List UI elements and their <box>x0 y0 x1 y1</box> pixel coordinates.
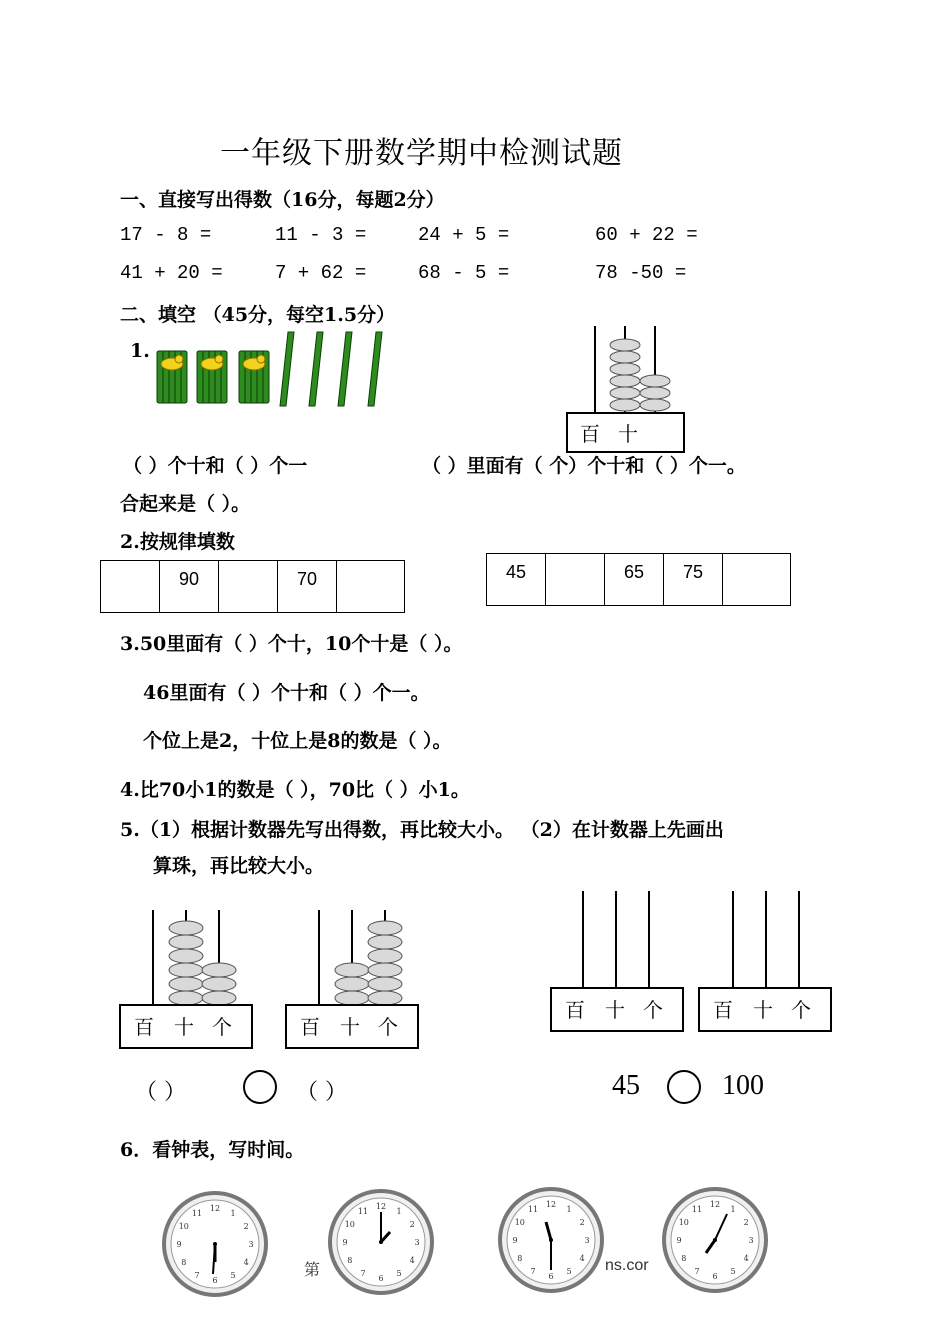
q3-line3: 个位上是2，十位上是8的数是（ ）。 <box>143 730 452 752</box>
q2-label: 2.按规律填数 <box>120 531 235 553</box>
clock-3-icon <box>496 1186 608 1296</box>
clock-1-icon <box>160 1190 272 1300</box>
clock-numeral: 4 <box>243 1258 249 1267</box>
clock-numeral: 9 <box>176 1240 182 1249</box>
counter-a-label-tens: 十 <box>174 1015 194 1039</box>
counter-b-label-hundreds: 百 <box>300 1015 320 1039</box>
clock-numeral: 8 <box>681 1254 687 1263</box>
arith-8: 78 -50 = <box>595 262 687 284</box>
clock-numeral: 10 <box>678 1218 689 1227</box>
arith-6: 7 + 62 = <box>275 262 367 284</box>
clock-numeral: 2 <box>743 1218 749 1227</box>
clock-numeral: 11 <box>527 1204 539 1214</box>
q6-label: 6．看钟表，写时间。 <box>120 1139 305 1161</box>
clock-numeral: 8 <box>181 1258 187 1267</box>
arith-3: 24 + 5 = <box>418 224 510 246</box>
arith-5: 41 + 20 = <box>120 262 223 284</box>
clock-numeral: 5 <box>566 1267 572 1277</box>
counter-d-label-hundreds: 百 <box>713 998 733 1022</box>
sticks-bundles-icon <box>152 326 392 410</box>
clock-numeral: 10 <box>344 1220 355 1229</box>
counter-d-label-ones: 个 <box>791 998 811 1022</box>
q5-line2: 算珠，再比较大小。 <box>153 855 325 877</box>
clock-numeral: 6 <box>212 1276 218 1285</box>
clock-numeral: 2 <box>579 1218 585 1227</box>
seq-left-cell-3[interactable] <box>218 560 278 613</box>
counter-a-label-hundreds: 百 <box>134 1015 154 1039</box>
clock-numeral: 3 <box>414 1238 420 1247</box>
clock-2-icon <box>326 1188 438 1298</box>
q1-line1-right: （ ）里面有（ 个）个十和（ ）个一。 <box>422 455 746 477</box>
counter-c-label-ones: 个 <box>643 998 663 1022</box>
clock-numeral: 2 <box>243 1222 249 1231</box>
clock-numeral: 5 <box>396 1269 402 1279</box>
q3-line2: 46里面有（ ）个十和（ ）个一。 <box>143 682 430 704</box>
clock-numeral: 5 <box>230 1271 236 1281</box>
clock-numeral: 6 <box>378 1274 384 1283</box>
seq-right-cell-3[interactable]: 65 <box>604 553 664 606</box>
counter-b <box>282 900 422 1052</box>
counter-q1-label-tens: 十 <box>618 422 638 446</box>
counter-b-label-ones: 个 <box>378 1015 398 1039</box>
clock-numeral: 11 <box>191 1208 203 1218</box>
clock-numeral: 12 <box>545 1200 557 1209</box>
clock-numeral: 3 <box>584 1236 590 1245</box>
clock-numeral: 7 <box>194 1271 200 1281</box>
compare-blank-left[interactable]: （ ） <box>135 1080 186 1105</box>
section1-heading: 一、直接写出得数（16分，每题2分） <box>120 189 445 211</box>
counter-a <box>116 900 256 1052</box>
clock-numeral: 9 <box>676 1236 682 1245</box>
clock-numeral: 7 <box>530 1267 536 1277</box>
counter-d[interactable] <box>696 888 836 1036</box>
seq-left-cell-2[interactable]: 90 <box>159 560 219 613</box>
clock-numeral: 6 <box>548 1272 554 1281</box>
page-title: 一年级下册数学期中检测试题 <box>220 136 623 171</box>
clock-numeral: 12 <box>209 1204 221 1213</box>
counter-q1-label-hundreds: 百 <box>580 422 600 446</box>
counter-c[interactable] <box>548 888 688 1036</box>
arith-2: 11 - 3 = <box>275 224 367 246</box>
compare-circle-1[interactable] <box>243 1070 277 1104</box>
compare-circle-2[interactable] <box>667 1070 701 1104</box>
clock-numeral: 1 <box>230 1208 236 1218</box>
clock-numeral: 4 <box>743 1254 749 1263</box>
counter-c-label-hundreds: 百 <box>565 998 585 1022</box>
clock-numeral: 9 <box>342 1238 348 1247</box>
clock-numeral: 8 <box>517 1254 523 1263</box>
counter-q1 <box>560 318 690 458</box>
section2-heading: 二、填空 （45分，每空1.5分） <box>120 304 396 326</box>
compare-blank-right[interactable]: （ ） <box>296 1080 347 1105</box>
q3-line1: 3.50里面有（ ）个十，10个十是（ ）。 <box>120 633 463 655</box>
seq-right-cell-2[interactable] <box>545 553 605 606</box>
clock-numeral: 6 <box>712 1272 718 1281</box>
clock-numeral: 5 <box>730 1267 736 1277</box>
seq-left-cell-1[interactable] <box>100 560 160 613</box>
arith-7: 68 - 5 = <box>418 262 510 284</box>
clock-numeral: 11 <box>691 1204 703 1214</box>
counter-c-label-tens: 十 <box>605 998 625 1022</box>
counter-b-label-tens: 十 <box>340 1015 360 1039</box>
clock-4-icon <box>660 1186 772 1296</box>
clock-numeral: 1 <box>566 1204 572 1214</box>
seq-right-cell-1[interactable]: 45 <box>486 553 546 606</box>
footer-text-left: 第 <box>304 1260 321 1279</box>
clock-numeral: 12 <box>709 1200 721 1209</box>
clock-numeral: 7 <box>694 1267 700 1277</box>
clock-numeral: 12 <box>375 1202 387 1211</box>
arith-4: 60 + 22 = <box>595 224 698 246</box>
clock-numeral: 9 <box>512 1236 518 1245</box>
seq-left-cell-4[interactable]: 70 <box>277 560 337 613</box>
clock-numeral: 4 <box>409 1256 415 1265</box>
clock-numeral: 2 <box>409 1220 415 1229</box>
clock-numeral: 3 <box>248 1240 254 1249</box>
clock-numeral: 1 <box>730 1204 736 1214</box>
clock-numeral: 7 <box>360 1269 366 1279</box>
q1-line1-left: （ ）个十和（ ）个一 <box>123 455 308 477</box>
counter-d-label-tens: 十 <box>753 998 773 1022</box>
counter-a-label-ones: 个 <box>212 1015 232 1039</box>
clock-numeral: 8 <box>347 1256 353 1265</box>
q1-number: 1. <box>130 340 150 362</box>
footer-text-right: ns.cor <box>605 1257 649 1274</box>
clock-numeral: 3 <box>748 1236 754 1245</box>
seq-right-cell-4[interactable]: 75 <box>663 553 723 606</box>
compare-number-left: 45 <box>612 1070 640 1101</box>
q1-line2: 合起来是（ ）。 <box>120 493 251 515</box>
clock-numeral: 11 <box>357 1206 369 1216</box>
seq-right-cell-5[interactable] <box>722 553 791 606</box>
clock-numeral: 10 <box>514 1218 525 1227</box>
compare-number-right: 100 <box>722 1070 764 1101</box>
arith-1: 17 - 8 = <box>120 224 212 246</box>
seq-left-cell-5[interactable] <box>336 560 405 613</box>
q5-line1: 5.（1）根据计数器先写出得数，再比较大小。 （2）在计数器上先画出 <box>120 819 724 841</box>
q4-line: 4.比70小1的数是（ ），70比（ ）小1。 <box>120 779 470 801</box>
clock-numeral: 1 <box>396 1206 402 1216</box>
clock-numeral: 4 <box>579 1254 585 1263</box>
clock-numeral: 10 <box>178 1222 189 1231</box>
